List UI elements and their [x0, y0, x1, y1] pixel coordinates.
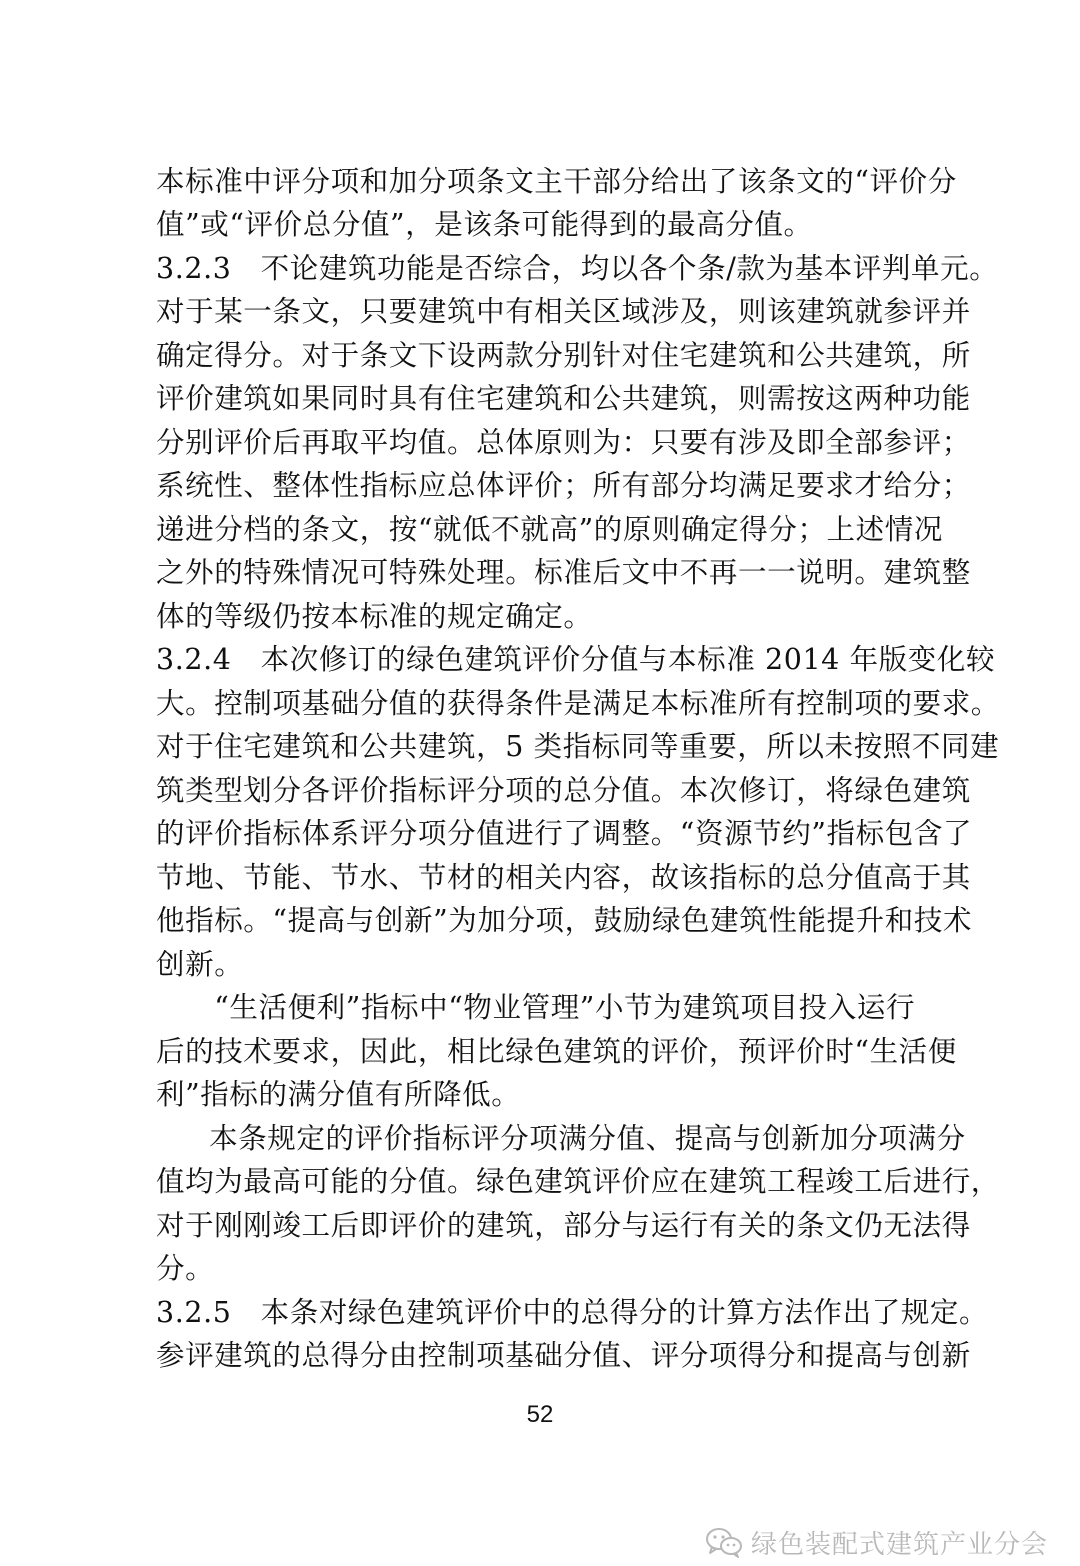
text-line: 之外的特殊情况可特殊处理。标准后文中不再一一说明。建筑整	[156, 556, 971, 589]
section-3-2-5-heading-line: 3.2.5 本条对绿色建筑评价中的总得分的计算方法作出了规定。	[156, 1296, 989, 1329]
text-line: 节地、节能、节水、节材的相关内容，故该指标的总分值高于其	[156, 861, 971, 894]
text-line: 筑类型划分各评价指标评分项的总分值。本次修订，将绿色建筑	[156, 774, 971, 807]
text-line: 的评价指标体系评分项分值进行了调整。“资源节约”指标包含了	[156, 817, 973, 850]
watermark-text: 绿色装配式建筑产业分会	[750, 1529, 1048, 1560]
wechat-icon	[705, 1526, 743, 1558]
text-line: 创新。	[156, 948, 244, 981]
text-line: 利”指标的满分值有所降低。	[156, 1078, 521, 1111]
section-3-2-4-heading-line: 3.2.4 本次修订的绿色建筑评价分值与本标准 2014 年版变化较	[156, 643, 996, 676]
text-line: 分别评价后再取平均值。总体原则为：只要有涉及即全部参评；	[156, 426, 971, 459]
text-line: 大。控制项基础分值的获得条件是满足本标准所有控制项的要求。	[156, 687, 1000, 720]
text-line: 本条规定的评价指标评分项满分值、提高与创新加分项满分	[180, 1122, 966, 1155]
text-line: 递进分档的条文，按“就低不就高”的原则确定得分；上述情况	[156, 513, 943, 546]
text-line: 他指标。“提高与创新”为加分项，鼓励绿色建筑性能提升和技术	[156, 904, 973, 937]
text-line: 参评建筑的总得分由控制项基础分值、评分项得分和提高与创新	[156, 1339, 971, 1372]
text-line: 本标准中评分项和加分项条文主干部分给出了该条文的“评价分	[156, 165, 957, 198]
text-line: 体的等级仍按本标准的规定确定。	[156, 600, 593, 633]
text-line: 对于刚刚竣工后即评价的建筑，部分与运行有关的条文仍无法得	[156, 1209, 971, 1242]
text-line: 对于某一条文，只要建筑中有相关区域涉及，则该建筑就参评并	[156, 295, 971, 328]
text-line: 值”或“评价总分值”，是该条可能得到的最高分值。	[156, 208, 813, 241]
text-line: 对于住宅建筑和公共建筑，5 类指标同等重要，所以未按照不同建	[156, 730, 1000, 763]
text-line: 值均为最高可能的分值。绿色建筑评价应在建筑工程竣工后进行，	[156, 1165, 1000, 1198]
text-line: 分。	[156, 1252, 215, 1285]
watermark	[705, 1522, 1048, 1562]
page-number: 52	[526, 1401, 554, 1428]
text-line: “生活便利”指标中“物业管理”小节为建筑项目投入运行	[156, 991, 916, 1024]
text-line: 系统性、整体性指标应总体评价；所有部分均满足要求才给分；	[156, 469, 971, 502]
text-line: 后的技术要求，因此，相比绿色建筑的评价，预评价时“生活便	[156, 1035, 957, 1068]
section-3-2-3-heading-line: 3.2.3 不论建筑功能是否综合，均以各个条/款为基本评判单元。	[156, 252, 999, 285]
text-line: 确定得分。对于条文下设两款分别针对住宅建筑和公共建筑，所	[156, 339, 971, 372]
text-line: 评价建筑如果同时具有住宅建筑和公共建筑，则需按这两种功能	[156, 382, 971, 415]
